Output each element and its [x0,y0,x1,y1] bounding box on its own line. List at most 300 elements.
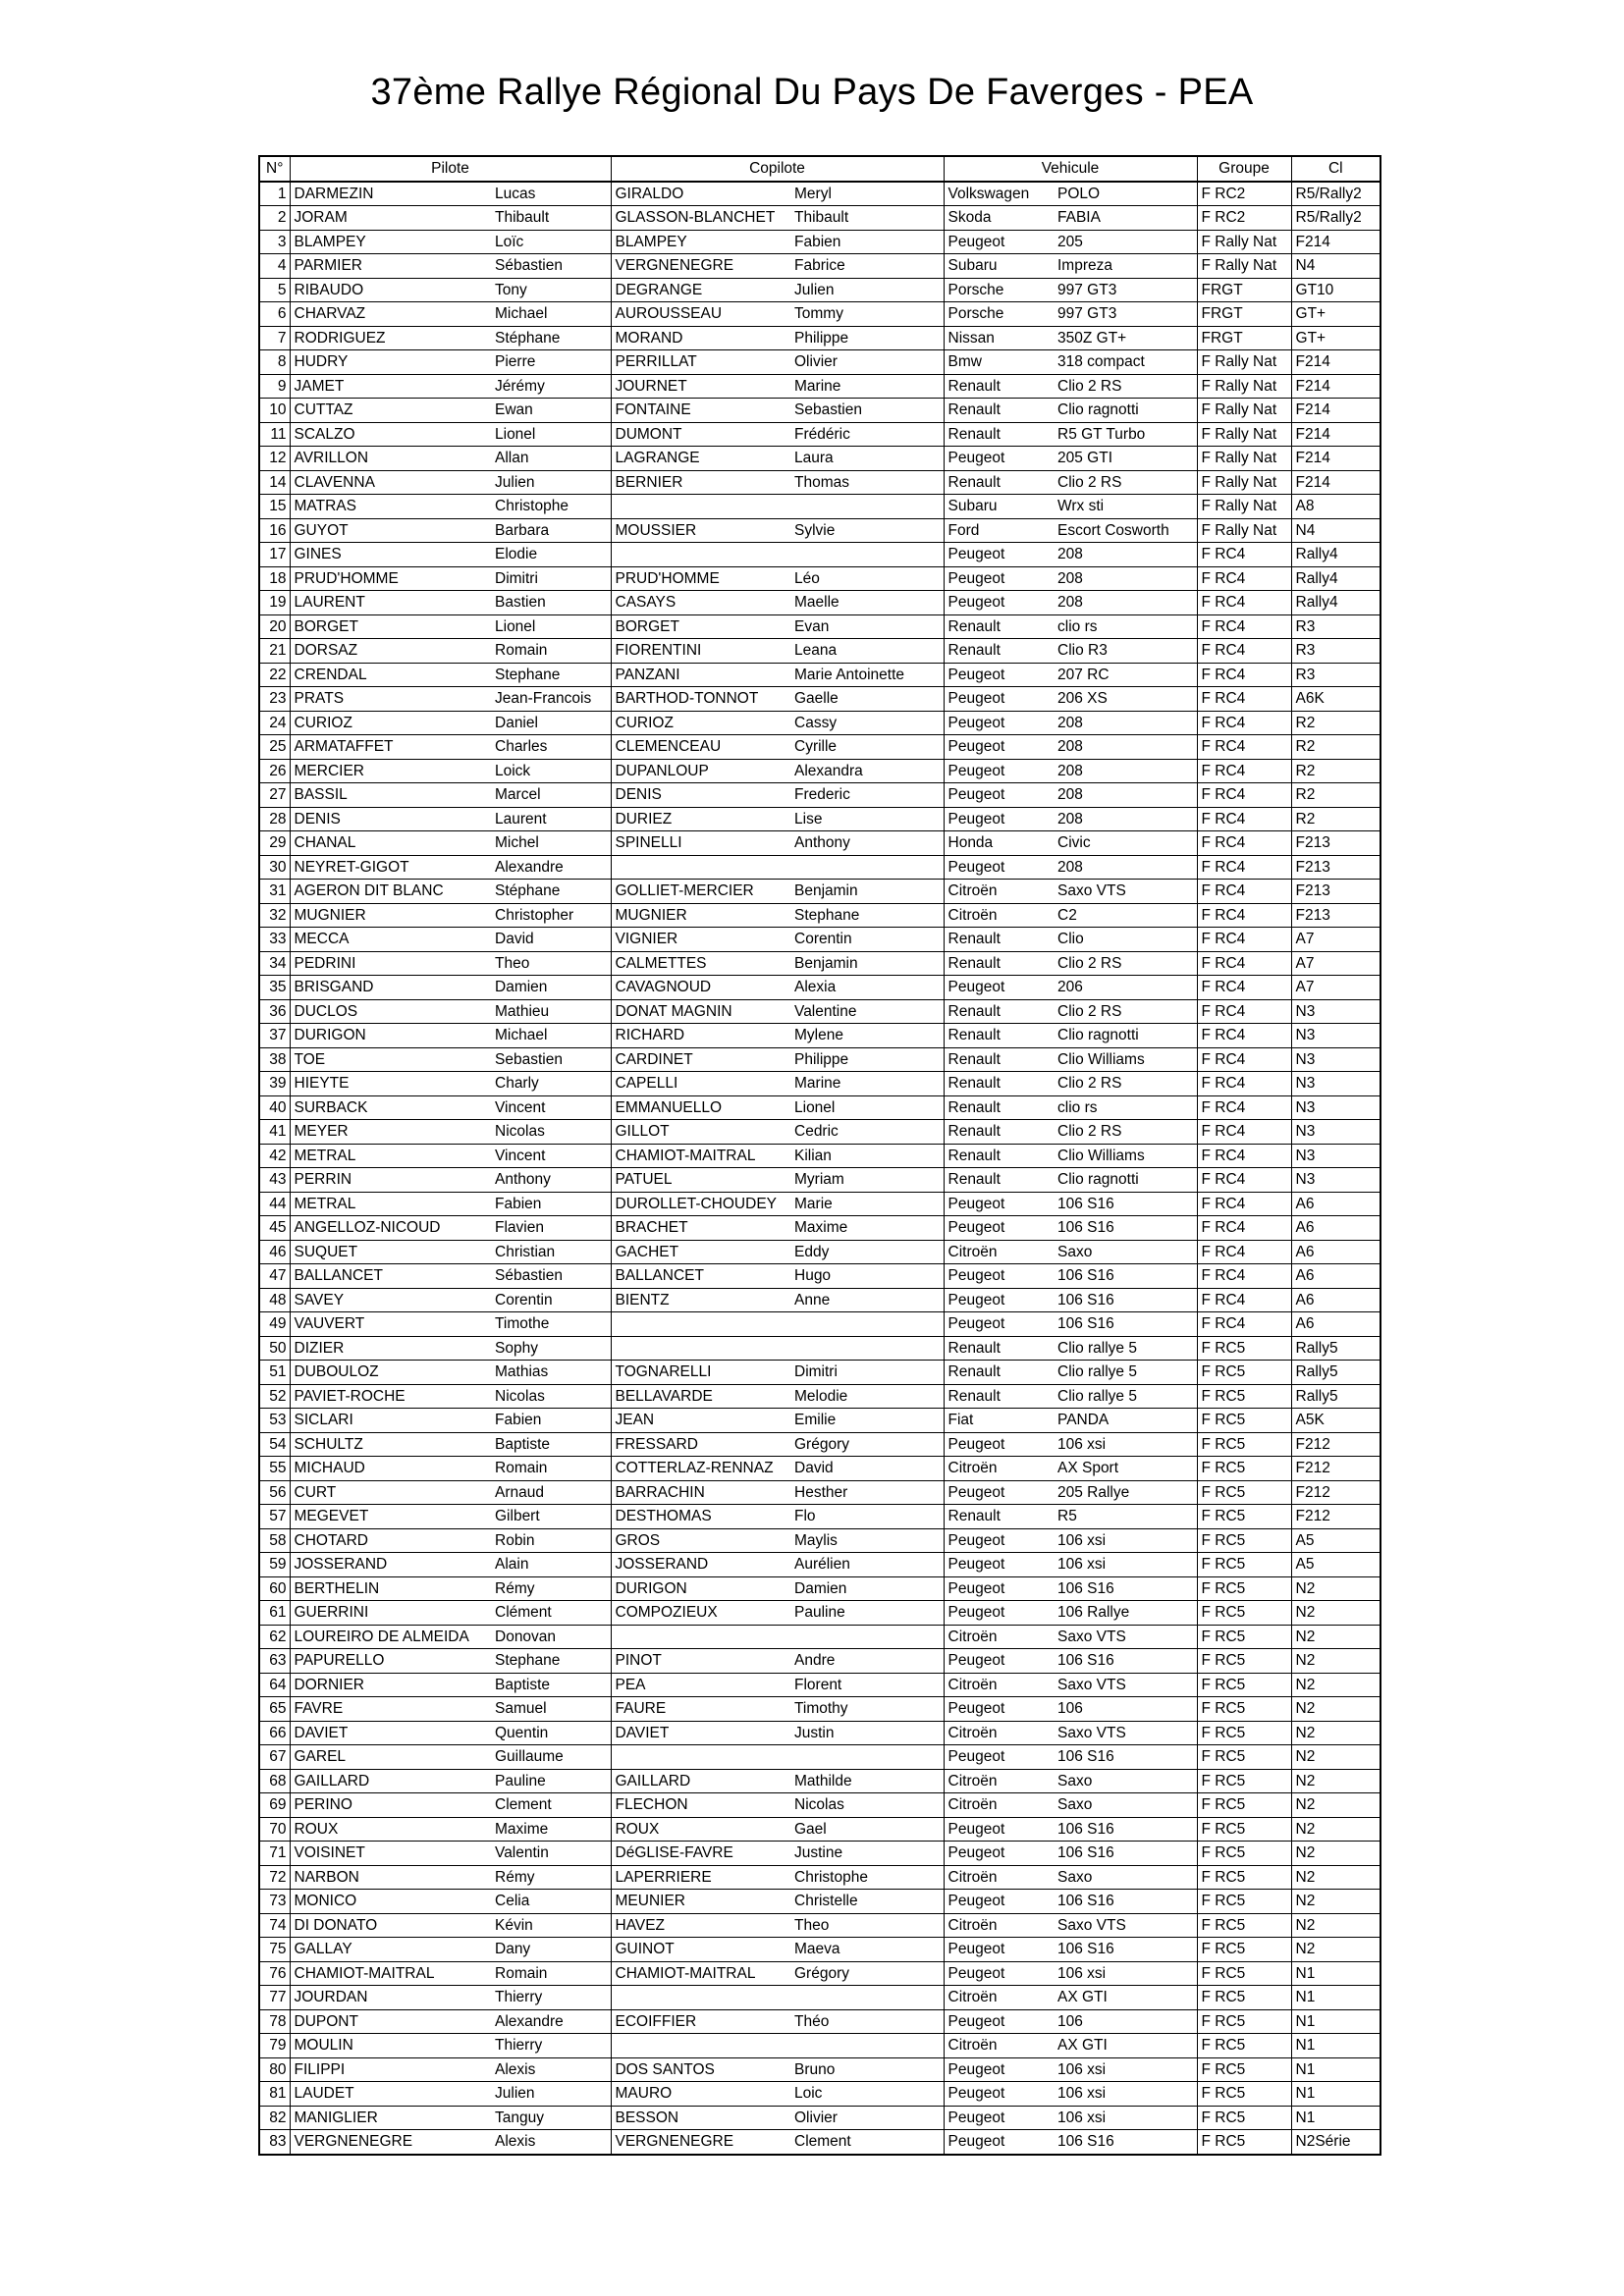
cell-copilote-nom: PATUEL [611,1168,790,1193]
cell-pilote-prenom: Michel [491,831,611,856]
cell-vehicule-modele: 350Z GT+ [1054,326,1197,350]
cell-copilote-prenom: Dimitri [790,1361,944,1385]
cell-copilote-prenom: Marine [790,1072,944,1096]
cell-vehicule-marque: Renault [944,1384,1054,1409]
cell-groupe: F RC5 [1197,1961,1291,1986]
cell-classe: A7 [1291,928,1380,952]
cell-vehicule-modele: Clio R3 [1054,639,1197,664]
cell-num: 49 [259,1312,290,1337]
cell-classe: N1 [1291,2106,1380,2130]
cell-copilote-prenom [790,495,944,519]
table-row [259,951,1380,976]
cell-copilote-prenom: Thomas [790,470,944,495]
cell-groupe: F RC5 [1197,1480,1291,1505]
cell-vehicule-marque: Skoda [944,206,1054,231]
cell-copilote-prenom: Stephane [790,903,944,928]
cell-num: 72 [259,1865,290,1890]
cell-copilote-nom: JOURNET [611,374,790,399]
cell-pilote-nom: CUTTAZ [290,399,491,423]
header-num: N° [259,156,290,182]
table-row [259,254,1380,279]
cell-classe: N3 [1291,1168,1380,1193]
cell-pilote-prenom: Timothe [491,1312,611,1337]
cell-vehicule-marque: Peugeot [944,855,1054,880]
cell-vehicule-modele: Saxo [1054,1240,1197,1264]
cell-groupe: F RC5 [1197,1625,1291,1649]
cell-vehicule-modele: 106 S16 [1054,1938,1197,1962]
cell-vehicule-marque: Honda [944,831,1054,856]
cell-num: 73 [259,1890,290,1914]
cell-classe: A7 [1291,951,1380,976]
cell-vehicule-modele: 205 [1054,230,1197,254]
cell-pilote-nom: BRISGAND [290,976,491,1000]
cell-vehicule-modele: Clio 2 RS [1054,470,1197,495]
cell-copilote-nom: BLAMPEY [611,230,790,254]
cell-pilote-nom: HIEYTE [290,1072,491,1096]
cell-vehicule-modele: 208 [1054,735,1197,760]
cell-pilote-prenom: Gilbert [491,1505,611,1529]
table-row [259,614,1380,639]
cell-vehicule-modele: Saxo VTS [1054,1913,1197,1938]
cell-vehicule-marque: Peugeot [944,1432,1054,1457]
cell-classe: N3 [1291,1072,1380,1096]
cell-classe: N1 [1291,1961,1380,1986]
cell-num: 71 [259,1842,290,1866]
cell-copilote-prenom: Alexia [790,976,944,1000]
cell-groupe: F RC4 [1197,735,1291,760]
cell-copilote-prenom: Marie Antoinette [790,663,944,687]
table-row [259,1865,1380,1890]
cell-vehicule-marque: Peugeot [944,566,1054,591]
cell-pilote-nom: METRAL [290,1144,491,1168]
cell-num: 17 [259,543,290,567]
cell-pilote-prenom: Lionel [491,614,611,639]
cell-pilote-prenom: Celia [491,1890,611,1914]
cell-groupe: F RC2 [1197,182,1291,206]
cell-vehicule-modele: Clio 2 RS [1054,951,1197,976]
cell-num: 32 [259,903,290,928]
cell-groupe: F Rally Nat [1197,518,1291,543]
table-row [259,1769,1380,1793]
cell-num: 30 [259,855,290,880]
cell-copilote-prenom [790,1625,944,1649]
cell-pilote-prenom: Nicolas [491,1384,611,1409]
cell-copilote-nom: CHAMIOT-MAITRAL [611,1961,790,1986]
cell-groupe: F RC5 [1197,1384,1291,1409]
cell-pilote-nom: CHOTARD [290,1528,491,1553]
cell-vehicule-marque: Nissan [944,326,1054,350]
cell-num: 11 [259,422,290,447]
cell-groupe: F RC4 [1197,783,1291,808]
table-row [259,2106,1380,2130]
cell-groupe: F RC4 [1197,711,1291,735]
cell-pilote-nom: BORGET [290,614,491,639]
cell-copilote-nom: FONTAINE [611,399,790,423]
cell-vehicule-modele: 207 RC [1054,663,1197,687]
cell-groupe: F RC4 [1197,566,1291,591]
cell-num: 18 [259,566,290,591]
cell-pilote-nom: METRAL [290,1192,491,1216]
cell-groupe: F RC4 [1197,639,1291,664]
table-row [259,1457,1380,1481]
cell-classe: N1 [1291,2009,1380,2034]
table-row [259,1336,1380,1361]
table-row [259,543,1380,567]
cell-num: 50 [259,1336,290,1361]
cell-copilote-prenom: Hesther [790,1480,944,1505]
cell-vehicule-modele: AX Sport [1054,1457,1197,1481]
cell-groupe: F RC5 [1197,2106,1291,2130]
cell-copilote-prenom: Emilie [790,1409,944,1433]
cell-copilote-prenom: Justine [790,1842,944,1866]
cell-copilote-prenom: Benjamin [790,880,944,904]
cell-vehicule-modele: POLO [1054,182,1197,206]
cell-num: 24 [259,711,290,735]
cell-pilote-prenom: Loïc [491,230,611,254]
table-row [259,1793,1380,1818]
table-row [259,230,1380,254]
cell-num: 35 [259,976,290,1000]
cell-num: 2 [259,206,290,231]
cell-num: 33 [259,928,290,952]
cell-vehicule-modele: 106 [1054,2009,1197,2034]
cell-vehicule-modele: Clio 2 RS [1054,999,1197,1024]
cell-groupe: F RC4 [1197,807,1291,831]
cell-vehicule-marque: Renault [944,470,1054,495]
table-row [259,1745,1380,1770]
cell-pilote-nom: ARMATAFFET [290,735,491,760]
cell-classe: F212 [1291,1457,1380,1481]
cell-copilote-nom: MUGNIER [611,903,790,928]
cell-num: 16 [259,518,290,543]
cell-copilote-prenom: Myriam [790,1168,944,1193]
cell-groupe: F RC4 [1197,1264,1291,1289]
cell-groupe: F RC4 [1197,976,1291,1000]
cell-pilote-nom: MUGNIER [290,903,491,928]
cell-vehicule-marque: Citroën [944,1913,1054,1938]
cell-vehicule-marque: Peugeot [944,2106,1054,2130]
cell-copilote-prenom: Grégory [790,1432,944,1457]
cell-copilote-nom: CAPELLI [611,1072,790,1096]
cell-num: 34 [259,951,290,976]
cell-pilote-nom: JORAM [290,206,491,231]
cell-copilote-prenom: Philippe [790,326,944,350]
table-row [259,783,1380,808]
cell-copilote-prenom: Mylene [790,1024,944,1048]
cell-classe: R5/Rally2 [1291,206,1380,231]
cell-copilote-nom: BALLANCET [611,1264,790,1289]
cell-vehicule-marque: Porsche [944,278,1054,302]
cell-classe: F214 [1291,470,1380,495]
cell-copilote-nom: CURIOZ [611,711,790,735]
cell-vehicule-modele: Impreza [1054,254,1197,279]
cell-num: 8 [259,350,290,375]
cell-copilote-nom: DENIS [611,783,790,808]
cell-vehicule-marque: Subaru [944,495,1054,519]
cell-vehicule-modele: AX GTI [1054,2034,1197,2058]
cell-copilote-nom: GACHET [611,1240,790,1264]
cell-num: 67 [259,1745,290,1770]
cell-pilote-prenom: Maxime [491,1817,611,1842]
cell-classe: R2 [1291,735,1380,760]
table-row [259,1842,1380,1866]
cell-pilote-nom: SURBACK [290,1095,491,1120]
cell-copilote-nom: PANZANI [611,663,790,687]
cell-pilote-prenom: Baptiste [491,1673,611,1697]
cell-groupe: F RC4 [1197,999,1291,1024]
cell-groupe: F Rally Nat [1197,254,1291,279]
cell-classe: N2 [1291,1745,1380,1770]
cell-copilote-prenom [790,1312,944,1337]
cell-groupe: F RC5 [1197,2082,1291,2107]
cell-classe: A8 [1291,495,1380,519]
cell-copilote-nom: CHAMIOT-MAITRAL [611,1144,790,1168]
cell-classe: GT10 [1291,278,1380,302]
cell-copilote-nom: DUMONT [611,422,790,447]
cell-vehicule-modele: 106 S16 [1054,1576,1197,1601]
cell-vehicule-marque: Citroën [944,1457,1054,1481]
cell-vehicule-modele: 205 GTI [1054,447,1197,471]
cell-num: 64 [259,1673,290,1697]
cell-vehicule-marque: Peugeot [944,1288,1054,1312]
table-row [259,1216,1380,1241]
cell-vehicule-modele: clio rs [1054,614,1197,639]
cell-groupe: F RC4 [1197,1240,1291,1264]
cell-vehicule-modele: Clio [1054,928,1197,952]
table-row [259,831,1380,856]
cell-vehicule-marque: Peugeot [944,1216,1054,1241]
cell-pilote-nom: NARBON [290,1865,491,1890]
cell-classe: N2 [1291,1913,1380,1938]
cell-classe: R3 [1291,614,1380,639]
cell-pilote-nom: JAMET [290,374,491,399]
cell-classe: N2 [1291,1842,1380,1866]
table-row [259,1432,1380,1457]
table-row [259,1120,1380,1145]
cell-groupe: F RC5 [1197,1817,1291,1842]
cell-vehicule-marque: Peugeot [944,1553,1054,1577]
cell-classe: F213 [1291,855,1380,880]
cell-classe: N1 [1291,2034,1380,2058]
cell-copilote-nom: MORAND [611,326,790,350]
cell-classe: A5 [1291,1528,1380,1553]
table-row [259,1144,1380,1168]
cell-copilote-prenom: Loic [790,2082,944,2107]
cell-copilote-nom: BARTHOD-TONNOT [611,687,790,712]
cell-vehicule-modele: 106 S16 [1054,1312,1197,1337]
cell-vehicule-marque: Renault [944,1120,1054,1145]
cell-pilote-nom: DUBOULOZ [290,1361,491,1385]
cell-copilote-prenom: Flo [790,1505,944,1529]
cell-classe: A6 [1291,1216,1380,1241]
cell-classe: N3 [1291,1047,1380,1072]
cell-vehicule-marque: Renault [944,639,1054,664]
cell-copilote-nom: MOUSSIER [611,518,790,543]
cell-groupe: F Rally Nat [1197,350,1291,375]
cell-copilote-nom: JEAN [611,1409,790,1433]
cell-pilote-nom: DUCLOS [290,999,491,1024]
cell-copilote-prenom [790,855,944,880]
cell-vehicule-marque: Peugeot [944,2082,1054,2107]
table-row [259,2082,1380,2107]
table-row [259,1264,1380,1289]
cell-vehicule-modele: 106 xsi [1054,2082,1197,2107]
cell-pilote-prenom: Stéphane [491,880,611,904]
cell-groupe: F RC5 [1197,1361,1291,1385]
cell-copilote-prenom: Maeva [790,1938,944,1962]
cell-pilote-prenom: Baptiste [491,1432,611,1457]
table-row [259,735,1380,760]
cell-pilote-nom: AVRILLON [290,447,491,471]
table-row [259,1986,1380,2010]
cell-copilote-prenom: Sebastien [790,399,944,423]
cell-pilote-prenom: Vincent [491,1144,611,1168]
cell-vehicule-modele: 208 [1054,711,1197,735]
cell-num: 77 [259,1986,290,2010]
cell-pilote-prenom: Marcel [491,783,611,808]
cell-pilote-nom: CURT [290,1480,491,1505]
cell-pilote-prenom: Arnaud [491,1480,611,1505]
cell-num: 58 [259,1528,290,1553]
cell-copilote-prenom: Marine [790,374,944,399]
cell-num: 61 [259,1601,290,1626]
cell-num: 59 [259,1553,290,1577]
cell-vehicule-marque: Peugeot [944,1576,1054,1601]
cell-copilote-prenom: Pauline [790,1601,944,1626]
cell-pilote-nom: DIZIER [290,1336,491,1361]
cell-vehicule-marque: Peugeot [944,1528,1054,1553]
cell-copilote-nom: FAURE [611,1697,790,1722]
cell-classe: R3 [1291,639,1380,664]
cell-pilote-prenom: Barbara [491,518,611,543]
table-row [259,880,1380,904]
cell-copilote-prenom: Maelle [790,591,944,615]
cell-groupe: F Rally Nat [1197,399,1291,423]
cell-num: 41 [259,1120,290,1145]
cell-classe: N2Série [1291,2130,1380,2155]
table-row [259,1024,1380,1048]
cell-num: 23 [259,687,290,712]
cell-vehicule-modele: 208 [1054,783,1197,808]
cell-copilote-nom: BESSON [611,2106,790,2130]
cell-pilote-prenom: Pierre [491,350,611,375]
cell-groupe: F RC5 [1197,1697,1291,1722]
table-row [259,903,1380,928]
cell-copilote-prenom: Maxime [790,1216,944,1241]
cell-classe: N1 [1291,2057,1380,2082]
cell-vehicule-modele: 106 xsi [1054,1961,1197,1986]
cell-copilote-prenom: Léo [790,566,944,591]
cell-vehicule-modele: Saxo VTS [1054,1673,1197,1697]
cell-pilote-prenom: Sébastien [491,254,611,279]
cell-num: 36 [259,999,290,1024]
cell-pilote-prenom: Valentin [491,1842,611,1866]
header-pilote: Pilote [290,156,611,182]
cell-vehicule-marque: Peugeot [944,230,1054,254]
cell-copilote-prenom: Clement [790,2130,944,2155]
cell-num: 6 [259,302,290,327]
cell-pilote-nom: GAILLARD [290,1769,491,1793]
cell-vehicule-marque: Citroën [944,903,1054,928]
cell-classe: R2 [1291,759,1380,783]
cell-vehicule-modele: Clio ragnotti [1054,399,1197,423]
cell-copilote-prenom: Eddy [790,1240,944,1264]
cell-pilote-prenom: Fabien [491,1409,611,1433]
cell-vehicule-modele: 106 S16 [1054,1264,1197,1289]
cell-pilote-prenom: Julien [491,470,611,495]
table-row [259,206,1380,231]
cell-classe: F212 [1291,1432,1380,1457]
cell-pilote-nom: PRATS [290,687,491,712]
cell-num: 75 [259,1938,290,1962]
cell-pilote-prenom: Laurent [491,807,611,831]
cell-groupe: FRGT [1197,302,1291,327]
cell-vehicule-marque: Peugeot [944,976,1054,1000]
cell-pilote-prenom: Flavien [491,1216,611,1241]
cell-vehicule-marque: Peugeot [944,1601,1054,1626]
cell-num: 65 [259,1697,290,1722]
cell-vehicule-marque: Citroën [944,1986,1054,2010]
cell-copilote-nom: GOLLIET-MERCIER [611,880,790,904]
cell-copilote-nom: JOSSERAND [611,1553,790,1577]
cell-copilote-nom: DEGRANGE [611,278,790,302]
cell-groupe: F RC5 [1197,1601,1291,1626]
cell-vehicule-marque: Peugeot [944,1938,1054,1962]
cell-copilote-nom: FRESSARD [611,1432,790,1457]
cell-pilote-nom: LAURENT [290,591,491,615]
cell-vehicule-modele: AX GTI [1054,1986,1197,2010]
cell-groupe: FRGT [1197,326,1291,350]
cell-groupe: F RC5 [1197,1865,1291,1890]
cell-classe: N2 [1291,1721,1380,1745]
cell-groupe: F RC5 [1197,1457,1291,1481]
cell-num: 7 [259,326,290,350]
cell-groupe: FRGT [1197,278,1291,302]
table-header-row [259,156,1380,182]
cell-pilote-prenom: Alexandre [491,2009,611,2034]
table-row [259,447,1380,471]
cell-vehicule-modele: Saxo [1054,1865,1197,1890]
cell-copilote-prenom: Anthony [790,831,944,856]
cell-copilote-prenom: Anne [790,1288,944,1312]
table-row [259,591,1380,615]
cell-vehicule-modele: 206 [1054,976,1197,1000]
cell-pilote-nom: VAUVERT [290,1312,491,1337]
cell-num: 76 [259,1961,290,1986]
cell-classe: A5 [1291,1553,1380,1577]
table-row [259,976,1380,1000]
cell-copilote-prenom: Gaelle [790,687,944,712]
cell-classe: F214 [1291,422,1380,447]
cell-classe: Rally4 [1291,566,1380,591]
cell-pilote-prenom: Elodie [491,543,611,567]
cell-vehicule-modele: 106 S16 [1054,1890,1197,1914]
cell-num: 66 [259,1721,290,1745]
cell-vehicule-marque: Peugeot [944,2009,1054,2034]
cell-vehicule-modele: Clio ragnotti [1054,1168,1197,1193]
cell-copilote-nom: DUROLLET-CHOUDEY [611,1192,790,1216]
cell-num: 55 [259,1457,290,1481]
cell-copilote-nom: DONAT MAGNIN [611,999,790,1024]
cell-copilote-nom: VIGNIER [611,928,790,952]
table-row [259,1649,1380,1674]
table-row [259,1938,1380,1962]
cell-classe: N2 [1291,1769,1380,1793]
cell-pilote-prenom: Kévin [491,1913,611,1938]
table-row [259,1047,1380,1072]
cell-num: 12 [259,447,290,471]
cell-groupe: F RC5 [1197,1986,1291,2010]
